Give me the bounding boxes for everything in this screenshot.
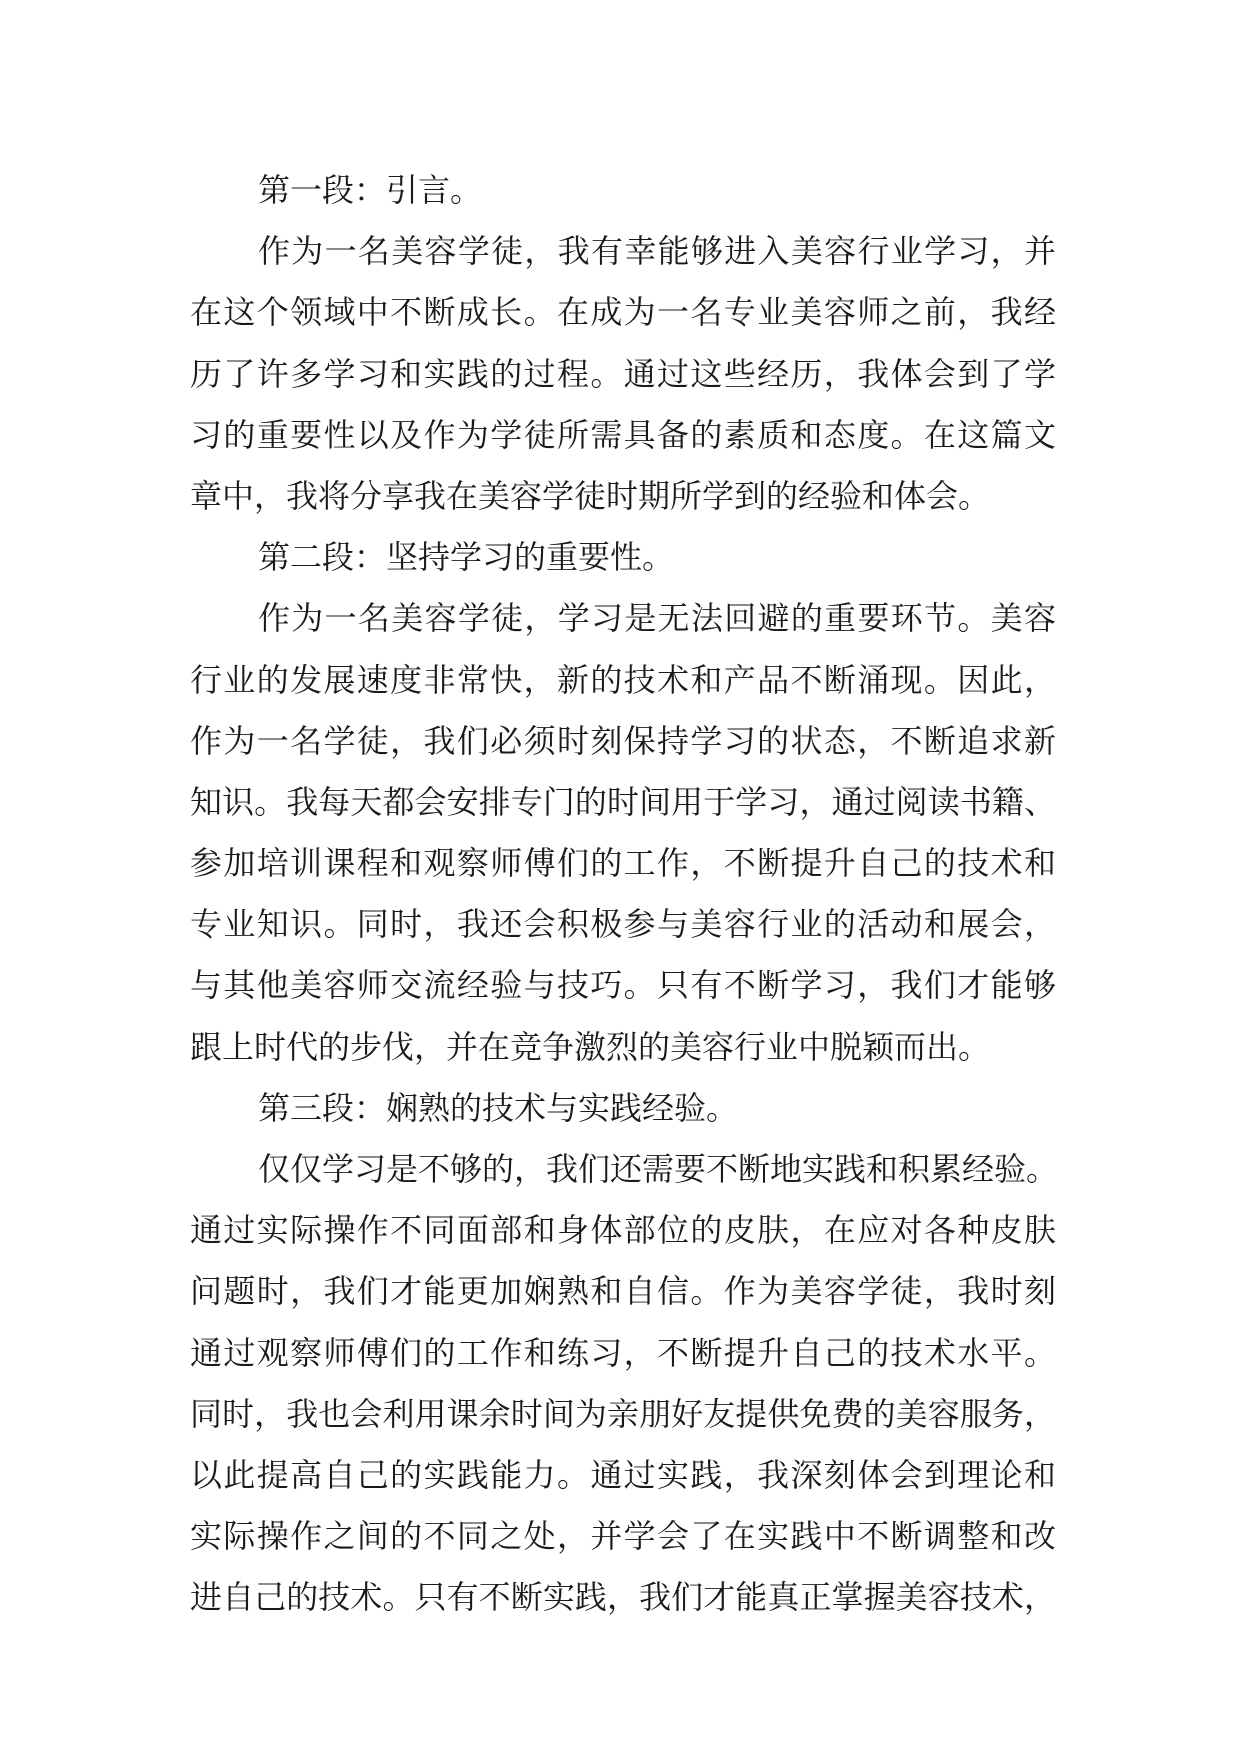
paragraph-line: 历了许多学习和实践的过程。通过这些经历，我体会到了学 <box>190 354 1056 393</box>
paragraph-line: 知识。我每天都会安排专门的时间用于学习，通过阅读书籍、 <box>190 782 1056 821</box>
document-body <box>190 160 1059 1629</box>
paragraph-line: 与其他美容师交流经验与技巧。只有不断学习，我们才能够 <box>190 966 1056 1005</box>
paragraph-line: 行业的发展速度非常快，新的技术和产品不断涌现。因此， <box>190 660 1056 699</box>
paragraph-line: 仅仅学习是不够的，我们还需要不断地实践和积累经验。 <box>258 1150 1059 1188</box>
paragraph-line: 作为一名美容学徒，我有幸能够进入美容行业学习，并 <box>258 232 1056 271</box>
paragraph-line: 参加培训课程和观察师傅们的工作，不断提升自己的技术和 <box>190 844 1056 883</box>
paragraph-line: 章中，我将分享我在美容学徒时期所学到的经验和体会。 <box>190 476 991 515</box>
paragraph-line: 以此提高自己的实践能力。通过实践，我深刻体会到理论和 <box>190 1455 1056 1494</box>
paragraph-line: 在这个领域中不断成长。在成为一名专业美容师之前，我经 <box>190 293 1056 332</box>
paragraph-line: 进自己的技术。只有不断实践，我们才能真正掌握美容技术， <box>190 1578 1056 1617</box>
section-heading: 第三段：娴熟的技术与实践经验。 <box>258 1088 739 1127</box>
paragraph-line: 通过实际操作不同面部和身体部位的皮肤，在应对各种皮肤 <box>190 1211 1056 1250</box>
paragraph-line: 作为一名美容学徒，学习是无法回避的重要环节。美容 <box>258 599 1056 638</box>
paragraph-line: 问题时，我们才能更加娴熟和自信。作为美容学徒，我时刻 <box>190 1272 1056 1311</box>
paragraph-line: 实际操作之间的不同之处，并学会了在实践中不断调整和改 <box>190 1517 1056 1556</box>
paragraph-line: 通过观察师傅们的工作和练习，不断提升自己的技术水平。 <box>190 1333 1056 1372</box>
paragraph-line: 专业知识。同时，我还会积极参与美容行业的活动和展会， <box>190 905 1056 944</box>
paragraph-line: 跟上时代的步伐，并在竞争激烈的美容行业中脱颖而出。 <box>190 1027 991 1066</box>
section-heading: 第二段：坚持学习的重要性。 <box>258 538 675 577</box>
section-heading: 第一段：引言。 <box>258 171 483 209</box>
paragraph-line: 习的重要性以及作为学徒所需具备的素质和态度。在这篇文 <box>190 415 1056 454</box>
paragraph-line: 同时，我也会利用课余时间为亲朋好友提供免费的美容服务， <box>190 1394 1056 1433</box>
paragraph-line: 作为一名学徒，我们必须时刻保持学习的状态，不断追求新 <box>190 721 1056 760</box>
